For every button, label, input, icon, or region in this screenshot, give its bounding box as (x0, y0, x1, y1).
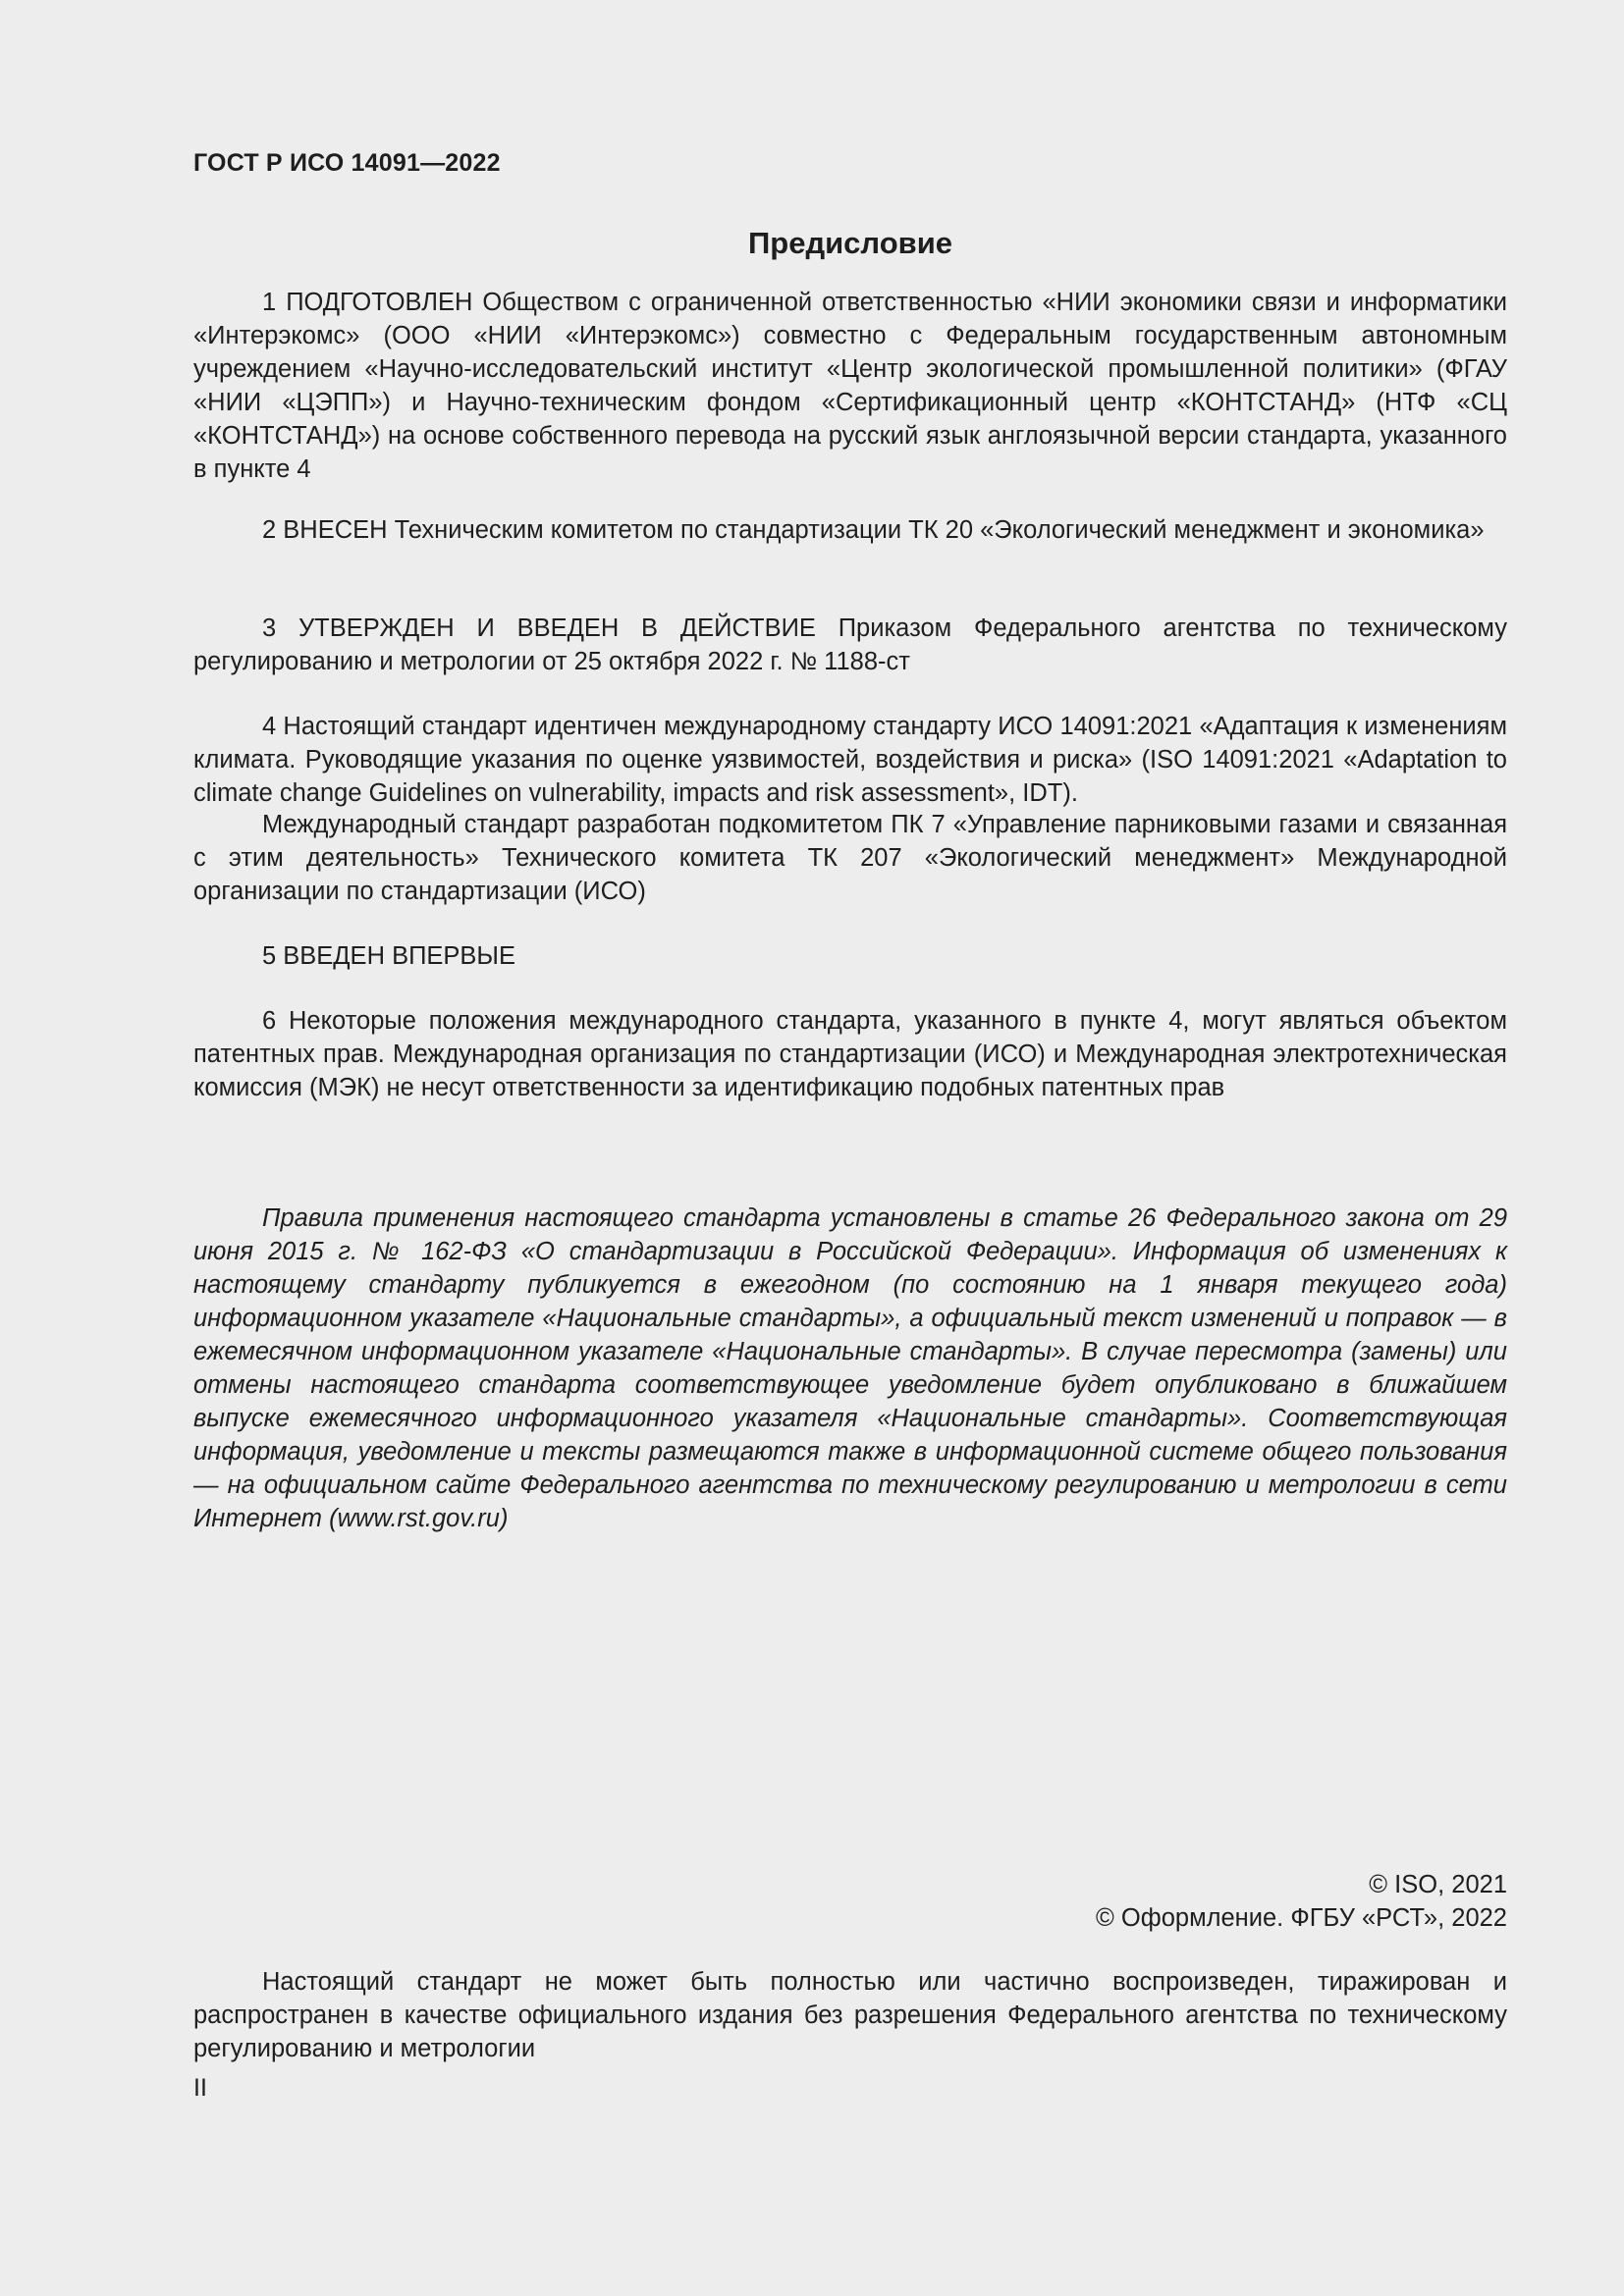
paragraph-patents: 6 Некоторые положения международного стандарта, указанного в пункте 4, могут являться объектом патентных прав. Международная организация по стандартизации (ИСО) и Международная электротехническая комиссия (МЭК) не несут ответственности за идентификацию подобных патентных прав (193, 1007, 1507, 1101)
paragraph-identical: 4 Настоящий стандарт идентичен международному стандарту ИСО 14091:2021 «Адаптация к изменениям климата. Руководящие указания по оценке уязвимостей, воздействия и риска» (ISO 14091:2021 «Adaptation to climate change Guidelines on vulnerability, impacts and risk assessment», IDT). (193, 713, 1507, 807)
paragraph-prepared: 1 ПОДГОТОВЛЕН Обществом с ограниченной ответственностью «НИИ экономики связи и информатики «Интерэкомс» (ООО «НИИ «Интерэкомс») совместно с Федеральным государственным автономным учреждением «Научно-исследовательский институт «Центр экологической промышленной политики» (ФГАУ «НИИ «ЦЭПП») и Научно-техническим фондом «Сертификационный центр «КОНТСТАНД» (НТФ «СЦ «КОНТСТАНД») на основе собственного перевода на русский язык англоязычной версии стандарта, указанного в пункте 4 (193, 289, 1507, 483)
copyright-block (193, 1868, 1507, 1935)
paragraph-first-introduced: 5 ВВЕДЕН ВПЕРВЫЕ (262, 942, 516, 970)
page-number: II (193, 2074, 207, 2102)
paragraph-application-rules: Правила применения настоящего стандарта установлены в статье 26 Федерального закона от 29 июня 2015 г. № 162-ФЗ «О стандартизации в Российской Федерации». Информация об изменениях к настоящему стандарту публикуется в ежегодном (по состоянию на 1 января текущего года) информационном указателе «Национальные стандарты», а официальный текст изменений и поправок — в ежемесячном информационном указателе «Национальные стандарты». В случае пересмотра (замены) или отмены настоящего стандарта соответствующее уведомление будет опубликовано в ближайшем выпуске ежемесячного информационного указателя «Национальные стандарты». Соответствующая информация, уведомление и тексты размещаются также в информационной системе общего пользования — на официальном сайте Федерального агентства по техническому регулированию и метрологии в сети Интернет (www.rst.gov.ru) (193, 1204, 1507, 1532)
copyright-rst: © Оформление. ФГБУ «РСТ», 2022 (1096, 1904, 1507, 1932)
paragraph-introduced: 2 ВНЕСЕН Техническим комитетом по стандартизации ТК 20 «Экологический менеджмент и экономика» (262, 516, 1485, 544)
paragraph-approved: 3 УТВЕРЖДЕН И ВВЕДЕН В ДЕЙСТВИЕ Приказом Федерального агентства по техническому регулированию и метрологии от 25 октября 2022 г. № 1188-ст (193, 614, 1507, 675)
paragraph-reproduction-notice: Настоящий стандарт не может быть полностью или частично воспроизведен, тиражирован и распространен в качестве официального издания без разрешения Федерального агентства по техническому регулированию и метрологии (193, 1968, 1507, 2062)
paragraph-developed-by: Международный стандарт разработан подкомитетом ПК 7 «Управление парниковыми газами и связанная с этим деятельность» Технического комитета ТК 207 «Экологический менеджмент» Международной организации по стандартизации (ИСО) (193, 811, 1507, 905)
document-code: ГОСТ Р ИСО 14091—2022 (193, 149, 501, 177)
page-title: Предисловие (747, 226, 952, 260)
copyright-iso: © ISO, 2021 (1369, 1871, 1507, 1898)
